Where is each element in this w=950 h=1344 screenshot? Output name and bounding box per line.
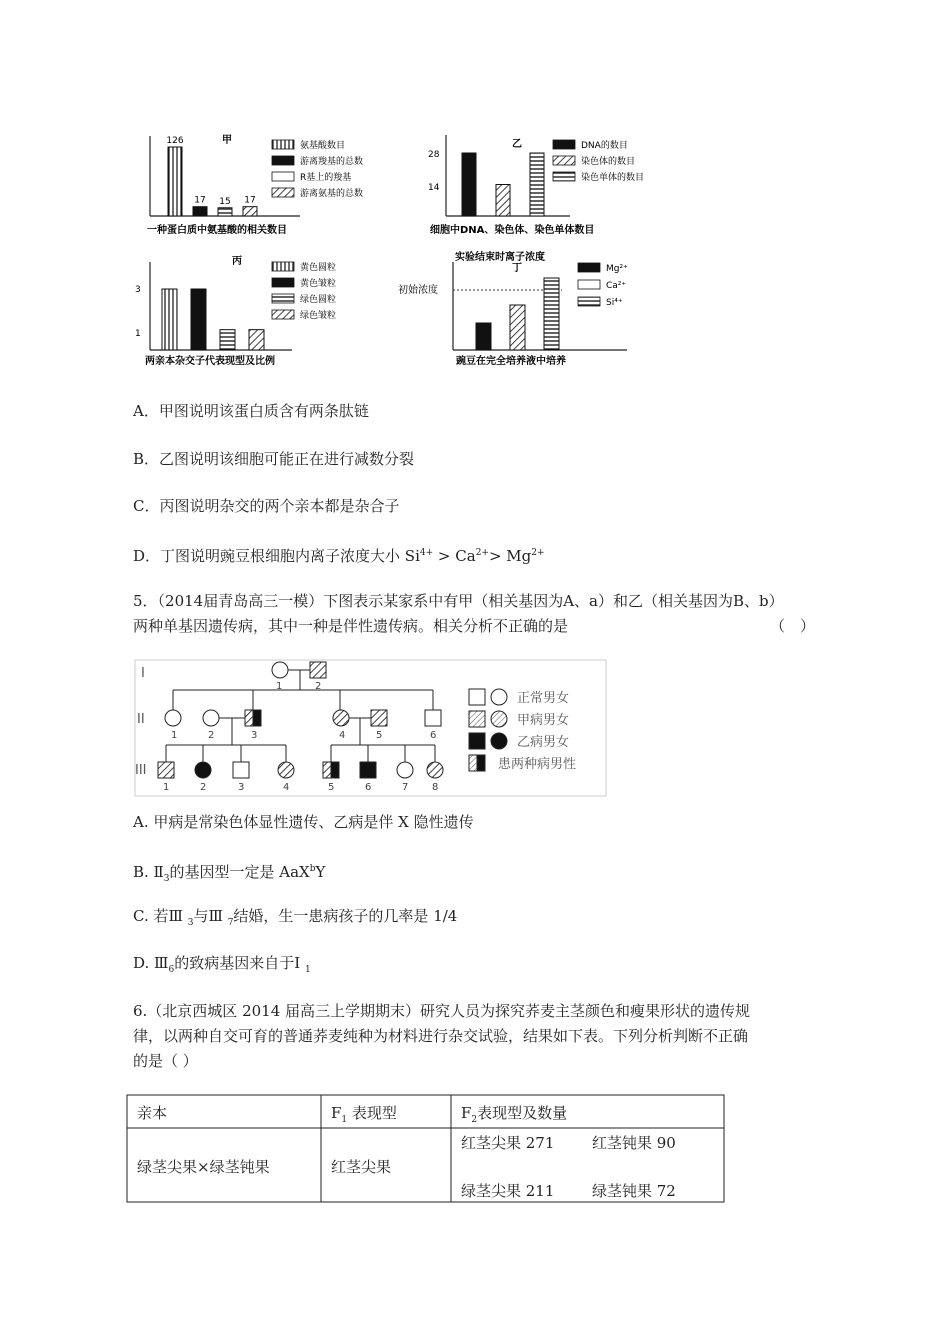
chart-ding xyxy=(398,250,628,367)
table-cell-parent: 绿茎尖果×绿茎钝果 xyxy=(137,1158,270,1176)
bing-legend-label-3: 绿色圆粒 xyxy=(300,295,337,305)
svg-text:1: 1 xyxy=(163,782,170,793)
table-cell-f2-4: 绿茎钝果 72 xyxy=(592,1182,676,1200)
ding-bar-1 xyxy=(476,323,491,350)
bing-tick-1: 1 xyxy=(135,329,141,339)
gen3-4-female-jia xyxy=(278,762,294,778)
chart-yi xyxy=(428,135,644,236)
table-header-parent: 亲本 xyxy=(137,1104,168,1122)
jia-legend-swatch-2 xyxy=(272,156,294,165)
table-cell-f2-2: 红茎钝果 90 xyxy=(592,1134,676,1152)
bing-bar-3 xyxy=(220,330,235,350)
jia-xlabel: 一种蛋白质中氨基酸的相关数目 xyxy=(147,225,287,236)
svg-text:2: 2 xyxy=(208,730,215,741)
ding-legend-label-2: Ca²⁺ xyxy=(606,281,627,291)
ding-title: 丁 xyxy=(512,263,522,274)
bing-tick-3: 3 xyxy=(135,285,141,295)
bing-legend-label-2: 黄色皱粒 xyxy=(300,279,337,289)
jia-bar-3 xyxy=(218,208,232,216)
bing-legend-label-1: 黄色圆粒 xyxy=(300,263,337,273)
q5-option-c: C. 若Ⅲ $_3$与Ⅲ $_7$结婚，生一患病孩子的几率是 1/4 xyxy=(133,907,458,928)
legend-label-yi: 乙病男女 xyxy=(517,735,570,750)
gen3-5-male-both-right xyxy=(331,762,339,778)
gen-label-1: I xyxy=(141,666,145,681)
gen1-female-normal xyxy=(272,662,288,678)
jia-bar-1 xyxy=(168,147,182,216)
jia-legend-swatch-4 xyxy=(272,188,294,197)
yi-legend-swatch-2 xyxy=(553,156,575,165)
jia-legend-label-2: 游离羧基的总数 xyxy=(300,157,364,167)
jia-bar-2 xyxy=(193,207,207,216)
yi-legend-label-3: 染色单体的数目 xyxy=(581,173,645,183)
legend-both-right xyxy=(477,755,485,771)
yi-title: 乙 xyxy=(512,139,522,150)
bing-legend-swatch-2 xyxy=(272,278,294,287)
legend-both-left xyxy=(469,755,477,771)
table-header-f1: $F_1$ 表现型 xyxy=(331,1104,397,1125)
gen2-2-female-normal xyxy=(203,710,219,726)
legend-yi-male xyxy=(469,733,485,749)
yi-legend-label-2: 染色体的数目 xyxy=(581,157,636,167)
ding-xlabel: 豌豆在完全培养液中培养 xyxy=(456,356,566,367)
jia-bar-label-2: 17 xyxy=(194,195,206,206)
bing-bar-2 xyxy=(191,289,206,350)
jia-legend-swatch-3 xyxy=(272,172,294,181)
q4-option-a: A．甲图说明该蛋白质含有两条肽链 xyxy=(133,402,369,420)
gen3-6-male-yi xyxy=(360,762,376,778)
gen3-7-female-normal xyxy=(397,762,413,778)
q4-option-c: C．丙图说明杂交的两个亲本都是杂合子 xyxy=(133,497,400,515)
q5-stem-line1: 5．（2014届青岛高三一模）下图表示某家系中有甲（相关基因为A、a）和乙（相关基因为B、b） xyxy=(133,592,784,610)
jia-legend-label-4: 游离氨基的总数 xyxy=(300,189,364,199)
svg-text:5: 5 xyxy=(376,730,383,741)
svg-text:5: 5 xyxy=(328,782,335,793)
gen3-1-male-jia xyxy=(158,762,174,778)
ding-bar-2 xyxy=(510,305,525,350)
yi-legend-swatch-1 xyxy=(553,140,575,149)
bing-title: 丙 xyxy=(232,256,242,267)
gen2-4-female-jia xyxy=(333,710,349,726)
gen-label-3: III xyxy=(135,763,147,778)
table-cell-f2-1: 红茎尖果 271 xyxy=(461,1134,555,1152)
legend-label-jia: 甲病男女 xyxy=(517,713,570,728)
q5-option-d: D. $Ⅲ_6$的致病基因来自于Ⅰ $_1$ xyxy=(133,954,311,975)
q5-option-a: A. 甲病是常染色体显性遗传、乙病是伴 X 隐性遗传 xyxy=(133,813,474,831)
q5-stem-line2: 两种单基因遗传病，其中一种是伴性遗传病。相关分析不正确的是 xyxy=(133,617,569,635)
q6-stem-line1: 6.（北京西城区 2014 届高三上学期期末）研究人员为探究荞麦主茎颜色和瘦果形状的遗传规 xyxy=(133,1002,751,1020)
bing-legend-swatch-3 xyxy=(272,294,294,303)
yi-bar-2 xyxy=(496,185,510,217)
gen-label-2: II xyxy=(137,712,145,727)
yi-legend-label-1: DNA的数目 xyxy=(581,141,628,151)
legend-label-normal: 正常男女 xyxy=(517,691,570,706)
q5-option-b: B. $Ⅱ_3$的基因型一定是 AaX$^b$Y xyxy=(133,863,326,884)
q6-stem-line3: 的是（ ） xyxy=(133,1052,198,1070)
svg-text:4: 4 xyxy=(283,782,290,793)
table-cell-f1: 红茎尖果 xyxy=(331,1158,392,1176)
bing-legend-swatch-1 xyxy=(272,262,294,271)
svg-text:4: 4 xyxy=(339,730,346,741)
q4-option-b: B．乙图说明该细胞可能正在进行减数分裂 xyxy=(133,450,415,468)
gen2-1-female-normal xyxy=(165,710,181,726)
chart-jia xyxy=(147,134,363,236)
bing-bar-1 xyxy=(162,289,177,350)
ding-bar-3 xyxy=(544,278,559,350)
svg-text:6: 6 xyxy=(430,730,437,741)
svg-text:3: 3 xyxy=(251,730,258,741)
yi-bar-1 xyxy=(462,153,476,216)
ding-legend-swatch-1 xyxy=(578,263,600,272)
svg-text:2: 2 xyxy=(315,681,322,692)
ding-legend-label-3: Si⁴⁺ xyxy=(606,298,623,308)
ding-legend-label-1: Mg²⁺ xyxy=(606,264,628,274)
ding-ylabel: 实验结束时离子浓度 xyxy=(455,252,545,263)
gen2-6-male-normal xyxy=(425,710,441,726)
q5-answer-paren: （ ） xyxy=(770,617,816,635)
yi-tick-14: 14 xyxy=(428,183,440,193)
yi-bar-3 xyxy=(530,153,544,216)
yi-xlabel: 细胞中DNA、染色体、染色单体数目 xyxy=(430,225,595,236)
chart-bing xyxy=(135,254,336,367)
legend-normal-male xyxy=(469,689,485,705)
jia-bar-label-3: 15 xyxy=(219,196,231,207)
gen2-5-male-jia xyxy=(371,710,387,726)
ding-legend-swatch-3 xyxy=(578,297,600,306)
bing-legend-swatch-4 xyxy=(272,310,294,319)
yi-tick-28: 28 xyxy=(428,150,440,160)
jia-bar-4 xyxy=(243,207,257,216)
q4-option-d: D．丁图说明豌豆根细胞内离子浓度大小 $Si^{4+} > Ca^{2+}> Mg^{2+}$ xyxy=(133,547,545,565)
svg-text:3: 3 xyxy=(238,782,245,793)
table-header-f2: $F_2$表现型及数量 xyxy=(461,1104,568,1125)
ding-legend-swatch-2 xyxy=(578,280,600,289)
bing-bar-4 xyxy=(249,330,264,350)
jia-legend-label-3: R基上的羧基 xyxy=(300,173,352,183)
yi-legend-swatch-3 xyxy=(553,172,575,181)
q6-stem-line2: 律，以两种自交可育的普通荞麦纯种为材料进行杂交试验，结果如下表。下列分析判断不正确 xyxy=(133,1027,749,1045)
jia-legend-swatch-1 xyxy=(272,140,294,149)
gen3-8-female-jia xyxy=(427,762,443,778)
jia-bar-label-4: 17 xyxy=(244,195,256,206)
legend-label-both: 患两种病男性 xyxy=(498,757,577,772)
svg-text:1: 1 xyxy=(171,730,178,741)
bing-xlabel: 两亲本杂交子代表现型及比例 xyxy=(145,356,275,367)
legend-normal-female xyxy=(491,689,507,705)
legend-jia-female xyxy=(491,711,507,727)
gen3-2-female-yi xyxy=(195,762,211,778)
svg-text:7: 7 xyxy=(402,782,409,793)
gen2-3-male-both-right xyxy=(253,710,261,726)
svg-text:6: 6 xyxy=(365,782,372,793)
jia-bar-label-1: 126 xyxy=(166,136,184,146)
gen2-3-male-both-left xyxy=(245,710,253,726)
svg-text:1: 1 xyxy=(276,681,283,692)
svg-text:2: 2 xyxy=(200,782,207,793)
jia-title: 甲 xyxy=(222,135,232,146)
ding-ref-label: 初始浓度 xyxy=(398,285,438,296)
table-cell-f2-3: 绿茎尖果 211 xyxy=(461,1182,555,1200)
pedigree-figure xyxy=(135,660,606,796)
jia-legend-label-1: 氨基酸数目 xyxy=(300,141,346,151)
gen3-3-male-normal xyxy=(233,762,249,778)
bing-legend-label-4: 绿色皱粒 xyxy=(300,311,337,321)
legend-jia-male xyxy=(469,711,485,727)
svg-text:8: 8 xyxy=(432,782,439,793)
legend-yi-female xyxy=(491,733,507,749)
gen3-5-male-both-left xyxy=(323,762,331,778)
gen1-male-jia xyxy=(310,662,326,678)
